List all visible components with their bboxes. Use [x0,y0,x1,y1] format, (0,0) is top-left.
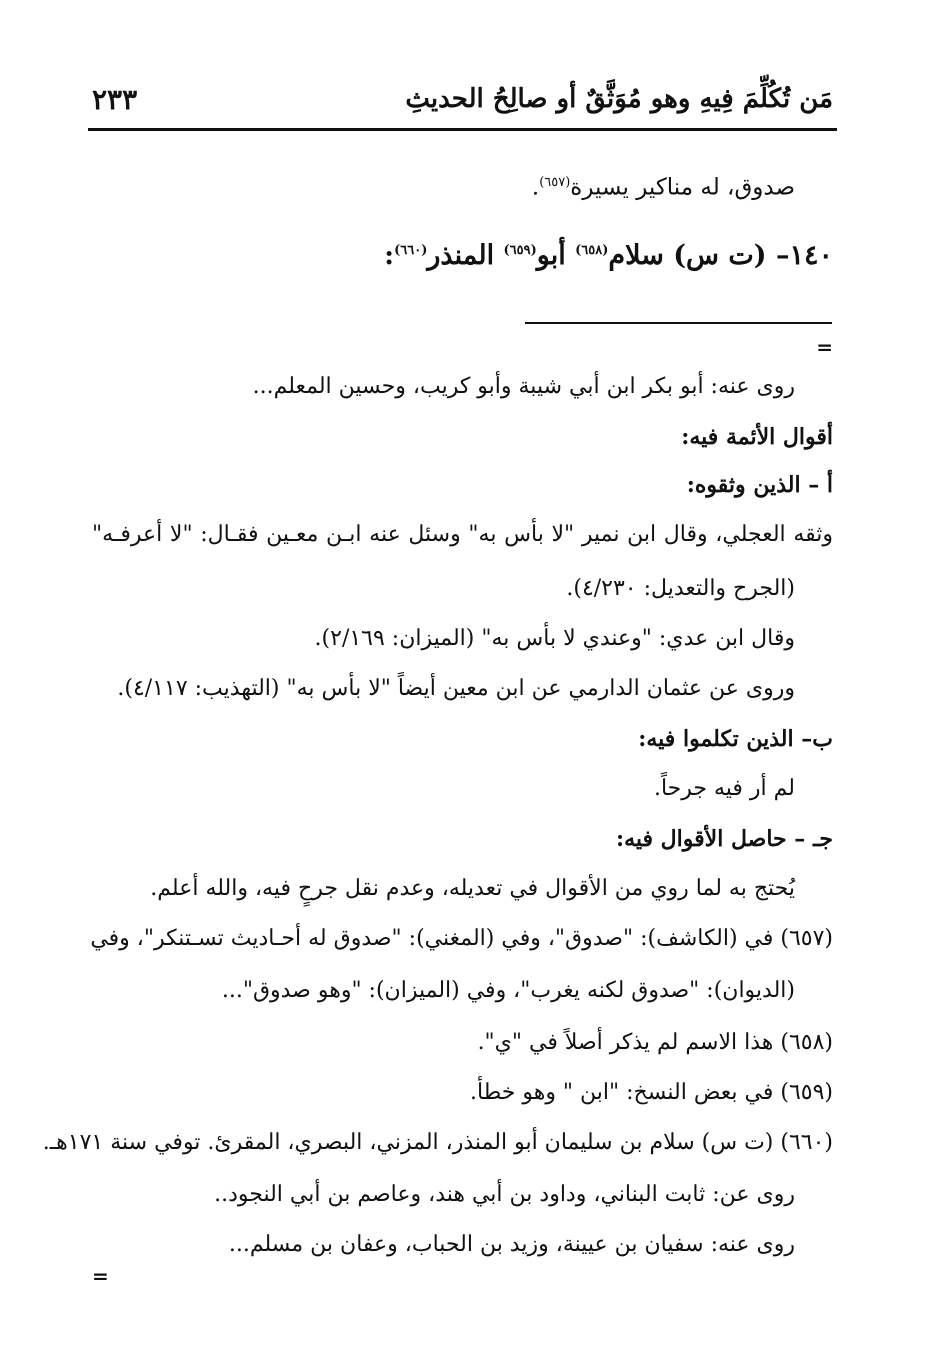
footnote-ref: (٦٥٧) [539,175,571,190]
footnote-line: روى عنه: سفيان بن عيينة، وزيد بن الحباب، وعفان بن مسلم... [228,1232,795,1257]
body-line: يُحتج به لما روي من الأقوال في تعديله، وعدم نقل جرحٍ فيه، والله أعلم. [150,876,795,901]
footnote-line: (الديوان): "صدوق لكنه يغرب"، وفي (الميزان): "وهو صدوق"... [221,978,795,1003]
subsection-heading: ب– الذين تكلموا فيه: [638,726,833,752]
separator-rule [525,322,832,324]
footnote-line: (٦٥٧) في (الكاشف): "صدوق"، وفي (المغني): "صدوق له أحـاديث تسـتنكر"، وفي [90,926,833,951]
footnote-ref: (٦٥٩) [503,243,537,258]
body-line: لم أر فيه جرحاً. [653,776,795,801]
entry-colon: : [384,240,395,271]
continued-text: صدوق، له مناكير يسيرة [570,174,795,201]
footnote-ref: (٦٥٨) [575,243,609,258]
continued-text-line [532,168,795,203]
footnote-ref: (٦٦٠) [394,243,428,258]
footnote-line: (٦٦٠) (ت س) سلام بن سليمان أبو المنذر، المزني، البصري، المقرئ. توفي سنة ١٧١هـ. [42,1130,833,1155]
subsection-heading: أ – الذين وثقوه: [686,472,833,498]
entry-number-name: ١٤٠– (ت س) سلام [608,240,833,271]
body-line: وثقه العجلي، وقال ابن نمير "لا بأس به" وسئل عنه ابـن معـين فقـال: "لا أعرفـه" [92,522,833,547]
entry-name-part: أبو [536,240,576,271]
running-header-title: مَن تُكُلِّمَ فِيهِ وهو مُوَثَّقٌ أو صالِحُ الحديثِ [405,84,833,114]
body-line: وروى عن عثمان الدارمي عن ابن معين أيضاً "لا بأس به" (التهذيب: ٤/١١٧). [117,676,795,701]
header-rule [88,128,837,131]
continuation-mark: = [816,335,833,359]
entry-name-part: المنذر [427,240,504,271]
footnote-line: (٦٥٩) في بعض النسخ: "ابن " وهو خطأ. [470,1080,833,1105]
continuation-mark: = [92,1264,109,1288]
body-line: روى عنه: أبو بكر ابن أبي شيبة وأبو كريب، وحسين المعلم... [252,374,795,399]
page-number: ٢٣٣ [92,83,138,116]
footnote-line: روى عن: ثابت البناني، وداود بن أبي هند، وعاصم بن أبي النجود.. [214,1182,795,1207]
section-heading: أقوال الأئمة فيه: [681,424,833,450]
body-line: وقال ابن عدي: "وعندي لا بأس به" (الميزان: ٢/١٦٩). [314,626,795,651]
body-line: (الجرح والتعديل: ٤/٢٣٠). [566,576,795,601]
entry-heading [384,236,833,271]
subsection-heading: جـ – حاصل الأقوال فيه: [615,826,833,852]
footnote-line: (٦٥٨) هذا الاسم لم يذكر أصلاً في "ي". [477,1030,833,1055]
line-end: . [531,174,540,201]
